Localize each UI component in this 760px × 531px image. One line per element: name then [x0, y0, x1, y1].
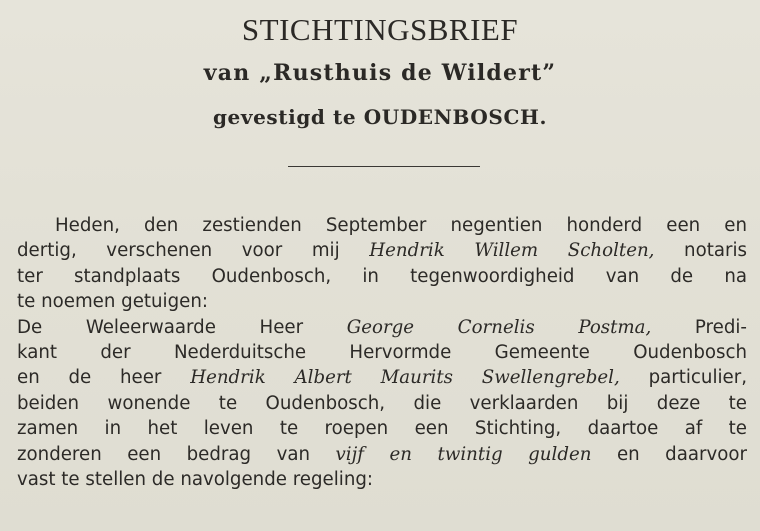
notary-name: Hendrik Willem Scholten,	[369, 240, 655, 262]
document-subtitle: van „Rusthuis de Wildert”	[203, 60, 557, 86]
paragraph-2-line-3	[17, 365, 747, 390]
paragraph-1-line-4: te noemen getuigen:	[17, 291, 208, 313]
paragraph-1-line-2	[17, 238, 747, 263]
text-fragment: notaris	[654, 240, 747, 262]
text-fragment: dertig, verschenen voor mij	[17, 240, 370, 262]
document-body	[17, 213, 747, 492]
text-fragment: particulier,	[619, 367, 747, 389]
divider-rule	[288, 166, 480, 167]
particulier-name: Hendrik Albert Maurits Swellengrebel,	[190, 367, 620, 389]
paragraph-2-line-1	[17, 315, 747, 340]
preacher-name: George Cornelis Postma,	[346, 316, 652, 338]
text-fragment: en daarvoor	[591, 443, 747, 465]
paragraph-1-line-3: ter standplaats Oudenbosch, in tegenwoordigheid van de na	[17, 265, 747, 287]
paragraph-2-line-5: zamen in het leven te roepen een Stichting, daartoe af te	[17, 418, 747, 440]
paragraph-2-line-4: beiden wonende te Oudenbosch, die verklaarden bij deze te	[17, 392, 747, 414]
text-fragment: Predi-	[651, 316, 747, 338]
document-title: STICHTINGSBRIEF	[241, 12, 519, 47]
text-fragment: De Weleerwaarde Heer	[17, 316, 347, 338]
paragraph-1-line-1: Heden, den zestienden September negentien honderd een en	[55, 215, 747, 236]
paragraph-2-line-7: vast te stellen de navolgende regeling:	[17, 469, 374, 491]
paragraph-2-line-2: kant der Nederduitsche Hervormde Gemeente Oudenbosch	[17, 342, 747, 364]
paragraph-2-line-6	[17, 442, 747, 467]
document-location: gevestigd te OUDENBOSCH.	[212, 105, 548, 129]
text-fragment: en de heer	[17, 367, 191, 389]
text-fragment: zonderen een bedrag van	[17, 443, 336, 465]
amount-text: vijf en twintig gulden	[335, 443, 592, 465]
